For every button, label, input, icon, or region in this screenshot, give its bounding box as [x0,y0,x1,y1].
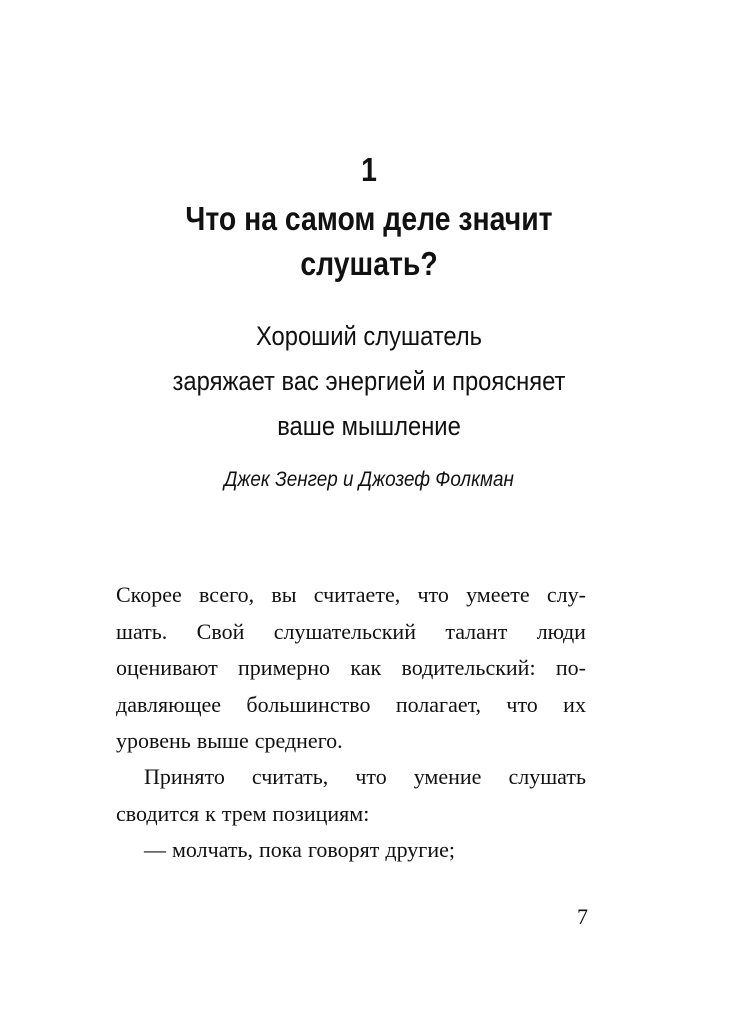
body-line [116,832,586,869]
body-word: умеете [466,582,530,607]
body-paragraph [116,759,586,869]
body-word: уровень [116,728,191,753]
body-line [116,759,586,796]
body-paragraph [116,577,586,760]
body-word: талант [445,618,508,644]
body-word: сводится [116,800,200,826]
body-word: слушать [508,764,586,789]
epigraph-line: ваше мышление [277,411,461,441]
page-number: 7 [577,904,588,929]
body-word: трем [221,800,267,826]
body-line [116,723,586,760]
body-line [116,577,586,614]
epigraph-author: Джек Зенгер и Джозеф Фолкман [224,468,514,491]
body-word: полагает, [395,691,482,717]
body-word: умение [413,764,482,789]
body-word: считаете, [313,582,401,607]
chapter-title [52,196,687,286]
body-word: всего, [199,582,255,607]
body-word: считать, [251,764,329,789]
body-word: что [355,764,387,789]
epigraph-line: Хороший слушатель [255,321,483,351]
body-word: вы [271,582,297,607]
epigraph-line: заряжает вас энергией и проясняет [172,366,566,396]
body-word: — [144,837,166,862]
body-word: говорят [307,837,380,862]
body-word: молчать, [172,837,254,862]
body-word: позициям: [272,800,370,826]
body-word: что [417,582,449,607]
body-word: их [563,691,586,717]
body-word: Скорее [116,582,182,607]
body-line [116,796,586,833]
chapter-title-line: Что на самом деле значит [185,200,553,237]
chapter-number: 1 [361,151,377,188]
body-word: давляющее [116,691,222,717]
body-word: среднего. [254,728,343,753]
body-word: по- [555,655,586,680]
chapter-title-line: слушать? [300,245,438,282]
body-line [116,687,586,724]
body-word: другие; [385,837,455,862]
body-word: оценивают [116,655,218,680]
body-word: слушательский [273,618,416,644]
body-line [116,650,586,687]
body-line [116,614,586,651]
epigraph [44,314,693,449]
body-word: что [506,691,538,717]
body-word: водительский: [401,655,536,680]
body-word: примерно [238,655,331,680]
body-word: шать. [116,618,168,644]
body-word: Принято [144,764,225,789]
body-word: люди [536,618,586,644]
body-word: Свой [196,618,245,644]
body-word: пока [259,837,302,862]
body-word: выше [196,728,249,753]
body-word: большинство [246,691,371,717]
body-word: как [350,655,382,680]
body-word: к [205,800,216,826]
body-word: слу- [546,582,586,607]
